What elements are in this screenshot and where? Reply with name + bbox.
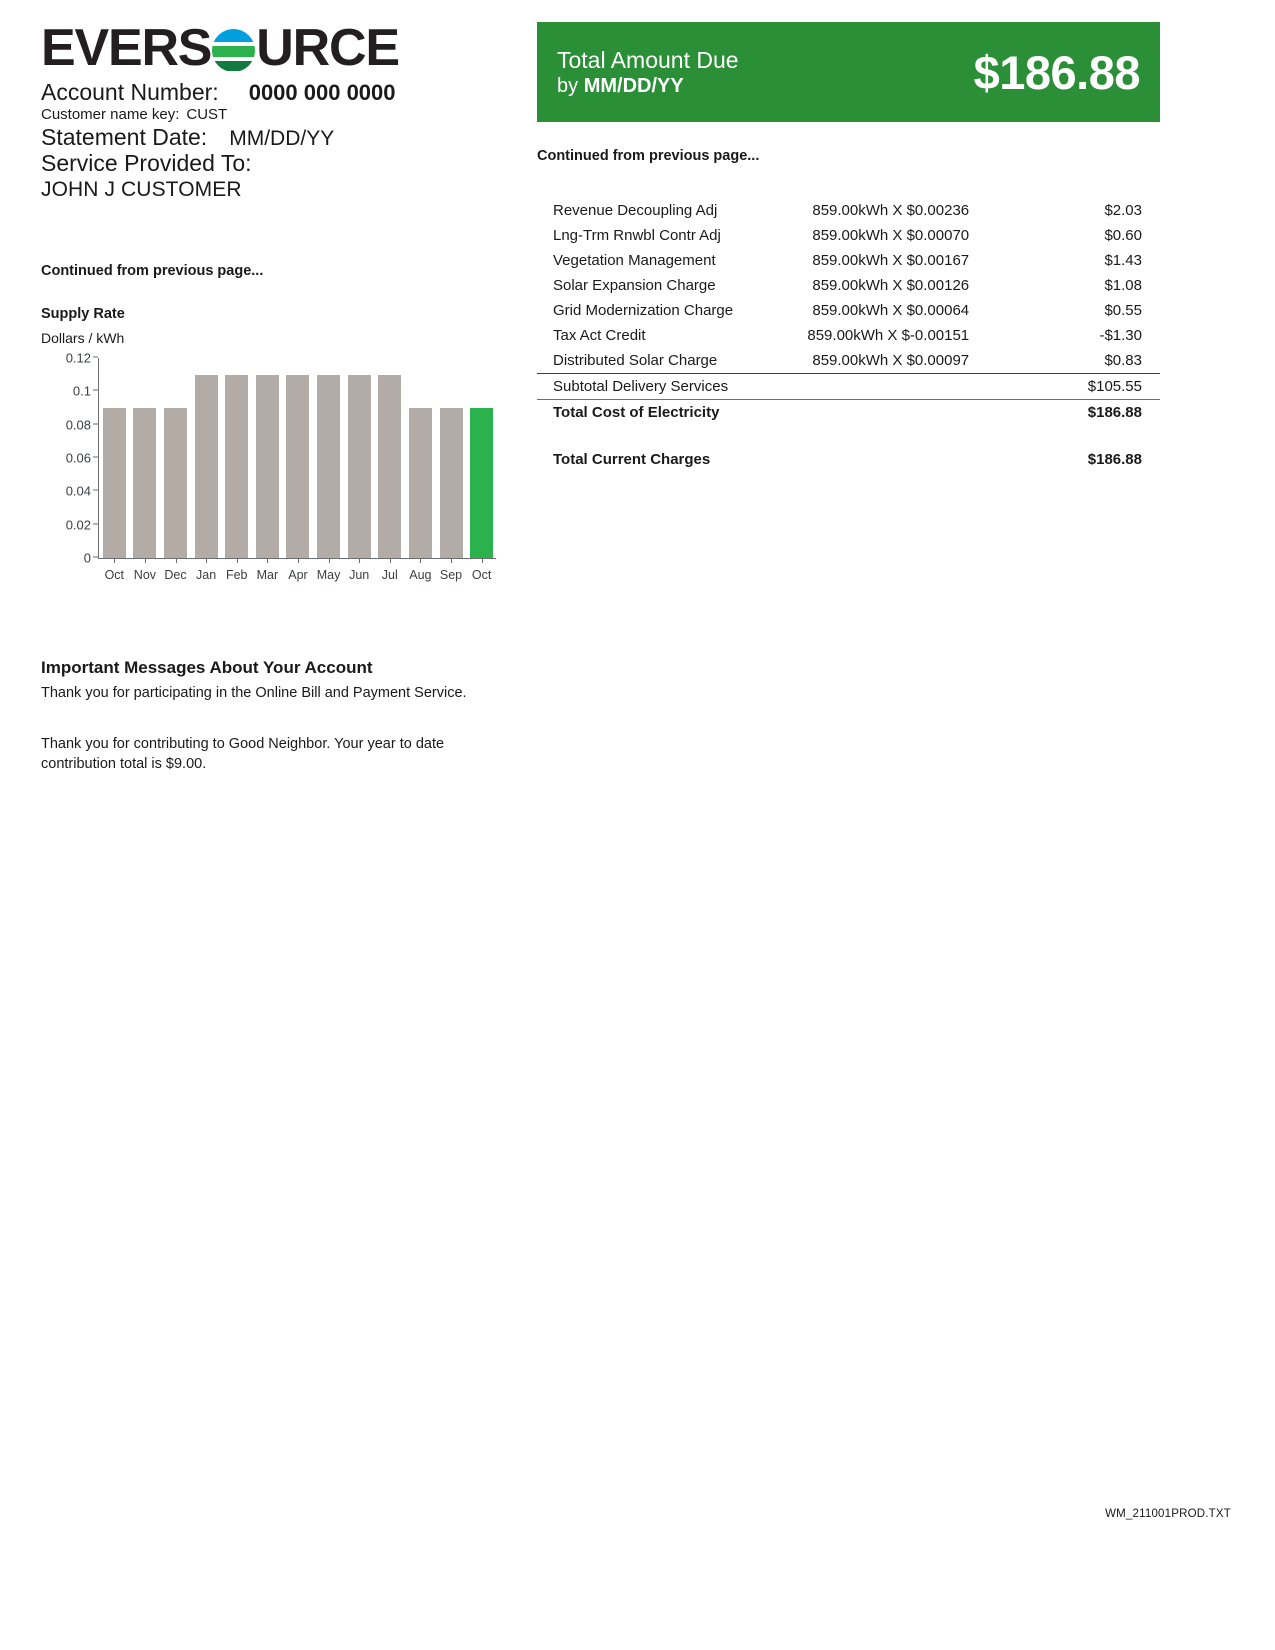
chart-y-tick-label: 0.12: [65, 350, 91, 366]
messages-heading: Important Messages About Your Account: [41, 658, 373, 678]
chart-x-tick-mark: [451, 558, 452, 563]
chart-bar-cell: [466, 358, 497, 558]
charge-description: Lng-Trm Rnwbl Contr Adj: [553, 227, 721, 244]
charges-row: [537, 298, 1160, 323]
chart-bar: [103, 408, 126, 558]
chart-bar-cell: [191, 358, 222, 558]
chart-x-tick-label: Dec: [164, 568, 187, 583]
chart-y-tick-label: 0.08: [65, 417, 91, 433]
chart-bar-current: [470, 408, 493, 558]
logo-text: [41, 19, 399, 77]
charges-table: [537, 198, 1160, 472]
total-amount-due-value: $186.88: [973, 45, 1140, 99]
charge-calculation: [799, 447, 1030, 472]
chart-x-tick-mark: [267, 558, 268, 563]
chart-x-tick-label: Apr: [288, 568, 308, 583]
chart-bar: [409, 408, 432, 558]
charge-calculation: [799, 374, 1030, 400]
charge-description: Subtotal Delivery Services: [537, 374, 799, 400]
chart-x-tick-mark: [176, 558, 177, 563]
important-messages-section: [41, 658, 511, 775]
charge-amount: $186.88: [1087, 451, 1142, 468]
globe-icon: [212, 29, 255, 72]
charge-description: Solar Expansion Charge: [553, 277, 716, 294]
statement-date-row: [41, 125, 511, 151]
charge-description: Grid Modernization Charge: [553, 302, 734, 319]
chart-bar: [317, 375, 340, 558]
chart-bar-cell: [374, 358, 405, 558]
continued-note-right: Continued from previous page...: [537, 148, 760, 164]
chart-y-tick-mark: [93, 557, 98, 558]
chart-bar-cell: [221, 358, 252, 558]
chart-x-tick-mark: [390, 558, 391, 563]
charge-description: Tax Act Credit: [553, 327, 646, 344]
chart-bar: [225, 375, 248, 558]
message-paragraph-1: Thank you for participating in the Online Bill and Payment Service.: [41, 685, 467, 702]
chart-x-tick-label: Oct: [471, 568, 492, 583]
due-date-value: MM/DD/YY: [583, 74, 684, 97]
chart-bar: [440, 408, 463, 558]
chart-x-tick-label: Jan: [196, 568, 217, 583]
charge-amount: $2.03: [1104, 202, 1142, 219]
chart-x-tick-mark: [114, 558, 115, 563]
chart-y-tick-mark: [93, 423, 98, 424]
charge-description: Revenue Decoupling Adj: [553, 202, 718, 219]
footer-file-code: WM_211001PROD.TXT: [1105, 1508, 1231, 1520]
chart-y-tick-mark: [93, 357, 98, 358]
service-provided-label: Service Provided To:: [41, 150, 252, 177]
due-by-word: by: [557, 74, 579, 97]
charges-row: [537, 273, 1160, 298]
logo-text-part2: URCE: [256, 19, 399, 77]
chart-bar: [286, 375, 309, 558]
customer-name-key-row: [41, 107, 511, 124]
account-number-label: Account Number:: [41, 79, 219, 105]
chart-x-tick-label: Nov: [133, 568, 157, 583]
chart-bar-cell: [160, 358, 191, 558]
charge-amount: $186.88: [1029, 400, 1160, 426]
total-amount-due-label: Total Amount Due: [557, 46, 739, 73]
chart-bar: [256, 375, 279, 558]
chart-bar-cell: [436, 358, 467, 558]
account-number-row: [41, 80, 511, 106]
chart-y-tick-mark: [93, 390, 98, 391]
right-column: [537, 22, 1160, 472]
charges-row: [537, 323, 1160, 348]
charges-row: [537, 248, 1160, 273]
chart-x-tick-labels: [99, 568, 497, 582]
chart-y-axis-label: Dollars / kWh: [41, 330, 125, 347]
charge-calculation: 859.00kWh X $0.00126: [812, 277, 970, 294]
chart-x-tick-mark: [206, 558, 207, 563]
due-date-row: [557, 74, 739, 98]
charges-row: [537, 374, 1160, 400]
service-provided-row: [41, 151, 511, 177]
chart-bar: [378, 375, 401, 558]
chart-x-tick-mark: [329, 558, 330, 563]
chart-y-tick-mark: [93, 457, 98, 458]
supply-rate-chart: [41, 306, 511, 592]
chart-bar-cell: [405, 358, 436, 558]
charge-description: Vegetation Management: [553, 252, 716, 269]
chart-x-tick-mark: [237, 558, 238, 563]
chart-x-tick-label: Aug: [409, 568, 432, 583]
charge-amount: -$1.30: [1099, 327, 1142, 344]
account-number-value: 0000 000 0000: [248, 80, 396, 105]
chart-x-tick-label: Jul: [381, 568, 398, 583]
chart-y-tick-label: 0: [83, 550, 91, 566]
chart-bar-cell: [313, 358, 344, 558]
charge-amount: $105.55: [1029, 374, 1160, 400]
charge-amount: $1.43: [1104, 252, 1142, 269]
charge-calculation: [799, 400, 1030, 426]
charge-calculation: 859.00kWh X $-0.00151: [807, 327, 970, 344]
charge-calculation: 859.00kWh X $0.00097: [812, 352, 970, 369]
chart-plot-area: [41, 350, 496, 592]
chart-y-tick-label: 0.1: [72, 383, 91, 399]
charges-row: [537, 400, 1160, 426]
charges-row: [537, 223, 1160, 248]
charge-calculation: 859.00kWh X $0.00064: [812, 302, 970, 319]
chart-y-tick-label: 0.06: [65, 450, 91, 466]
chart-bars: [99, 358, 497, 558]
charge-description: Total Current Charges: [553, 451, 711, 468]
chart-x-tick-label: Oct: [104, 568, 125, 583]
chart-x-tick-label: Feb: [225, 568, 248, 583]
chart-bar: [348, 375, 371, 558]
chart-x-tick-mark: [482, 558, 483, 563]
charges-row: [537, 447, 1160, 472]
chart-x-tick-mark: [420, 558, 421, 563]
charges-spacer-row: [537, 425, 1160, 447]
left-column: [41, 19, 511, 775]
chart-title: Supply Rate: [41, 306, 125, 323]
logo-text-part1: EVERS: [41, 19, 212, 77]
charge-amount: $0.55: [1104, 302, 1142, 319]
message-paragraph-2: Thank you for contributing to Good Neighbor. Your year to date contribution total is $9.00.: [41, 735, 445, 773]
statement-date-value: MM/DD/YY: [229, 126, 335, 150]
chart-x-tick-mark: [359, 558, 360, 563]
chart-y-tick-mark: [93, 490, 98, 491]
chart-y-tick-label: 0.04: [65, 483, 91, 499]
charge-amount: $0.83: [1104, 352, 1142, 369]
eversource-logo: [41, 19, 511, 77]
chart-bar-cell: [252, 358, 283, 558]
charge-description: Total Cost of Electricity: [537, 400, 799, 426]
charge-description: Distributed Solar Charge: [553, 352, 718, 369]
continued-note-left: Continued from previous page...: [41, 263, 264, 280]
chart-x-tick-label: Sep: [439, 568, 463, 583]
customer-name: JOHN J CUSTOMER: [41, 178, 242, 202]
chart-x-tick-mark: [145, 558, 146, 563]
chart-bar: [195, 375, 218, 558]
chart-x-tick-label: Mar: [256, 568, 279, 583]
customer-name-key-label: Customer name key:: [41, 105, 180, 123]
chart-y-tick-label: 0.02: [65, 517, 91, 533]
chart-bar: [133, 408, 156, 558]
charge-calculation: 859.00kWh X $0.00070: [812, 227, 970, 244]
chart-x-tick-label: Jun: [349, 568, 370, 583]
charges-row: [537, 348, 1160, 374]
chart-y-tick-mark: [93, 523, 98, 524]
customer-name-key-value: CUST: [186, 105, 228, 123]
chart-x-tick-mark: [298, 558, 299, 563]
chart-bar-cell: [283, 358, 314, 558]
chart-bar: [164, 408, 187, 558]
chart-bar-cell: [130, 358, 161, 558]
charge-amount: $0.60: [1104, 227, 1142, 244]
charges-row: [537, 198, 1160, 223]
statement-date-label: Statement Date:: [41, 123, 208, 150]
total-amount-due-banner: [537, 22, 1160, 122]
chart-x-tick-label: May: [316, 568, 341, 583]
chart-bar-cell: [99, 358, 130, 558]
due-banner-labels: [557, 46, 739, 98]
charge-calculation: 859.00kWh X $0.00167: [812, 252, 970, 269]
charge-calculation: 859.00kWh X $0.00236: [812, 202, 970, 219]
chart-bar-cell: [344, 358, 375, 558]
charge-amount: $1.08: [1104, 277, 1142, 294]
